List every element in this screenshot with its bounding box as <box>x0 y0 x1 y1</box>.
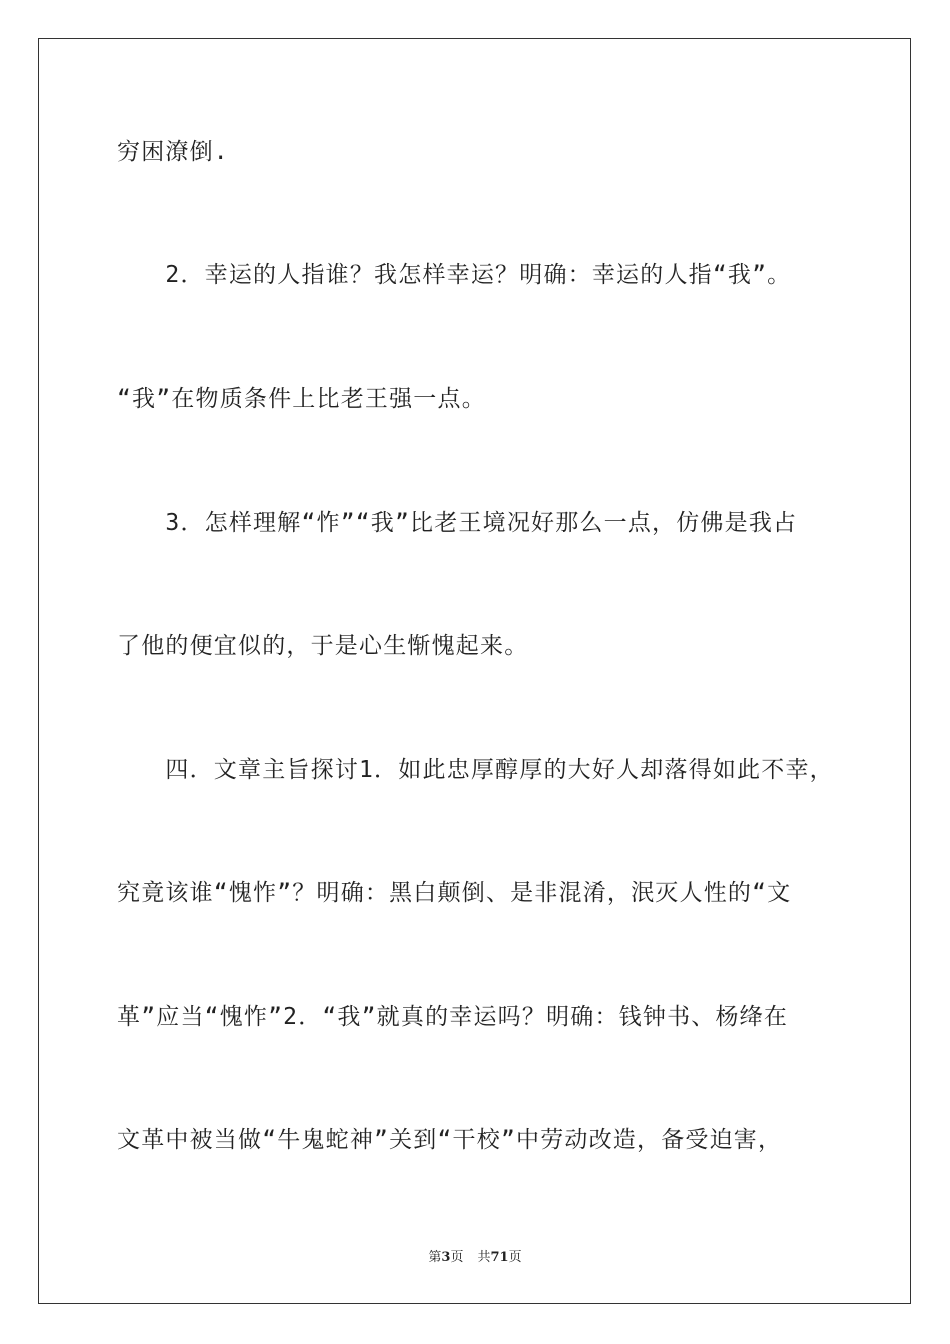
footer-total-suffix: 页 <box>508 1250 522 1265</box>
text-line-4: 3．怎样理解“怍”“我”比老王境况好那么一点，仿佛是我占 <box>117 510 798 536</box>
page-footer <box>0 1246 950 1265</box>
text-line-5: 了他的便宜似的，于是心生惭愧起来。 <box>117 633 529 659</box>
footer-page-suffix: 页 <box>450 1250 464 1265</box>
footer-total-pages: 71 <box>490 1250 509 1265</box>
footer-page-number: 3 <box>441 1250 451 1265</box>
text-line-9: 文革中被当做“牛鬼蛇神”关到“干校”中劳动改造，备受迫害， <box>117 1127 783 1153</box>
text-line-3: “我”在物质条件上比老王强一点。 <box>117 386 486 412</box>
footer-total-prefix: 共 <box>477 1250 491 1265</box>
page-border <box>38 38 911 1304</box>
text-line-2: 2．幸运的人指谁？我怎样幸运？明确：幸运的人指“我”。 <box>117 262 792 288</box>
text-line-7: 究竟该谁“愧怍”？明确：黑白颠倒、是非混淆，泯灭人性的“文 <box>117 880 792 906</box>
text-line-1: 穷困潦倒. <box>117 139 229 165</box>
footer-page-prefix: 第 <box>428 1250 442 1265</box>
text-line-6: 四．文章主旨探讨1．如此忠厚醇厚的大好人却落得如此不幸， <box>117 757 834 783</box>
text-line-8: 革”应当“愧怍”2．“我”就真的幸运吗？明确：钱钟书、杨绛在 <box>117 1004 789 1030</box>
